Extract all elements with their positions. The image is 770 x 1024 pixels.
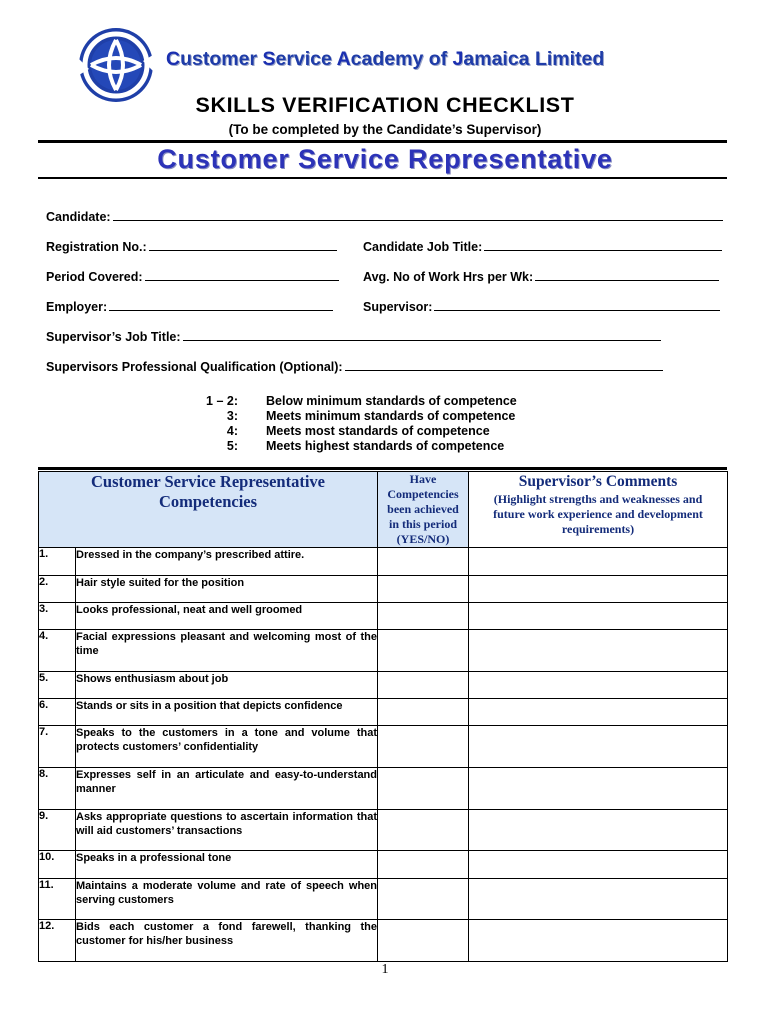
supervisor-label: Supervisor: — [363, 300, 433, 314]
document-title: SKILLS VERIFICATION CHECKLIST — [195, 93, 575, 117]
period-covered-label: Period Covered: — [46, 270, 143, 284]
registration-no-label: Registration No.: — [46, 240, 147, 254]
comments-cell[interactable] — [469, 726, 728, 768]
achieved-header: Have Competencies been achieved in this period (YES/NO) — [378, 472, 469, 548]
comments-cell[interactable] — [469, 699, 728, 726]
rating-scale — [180, 394, 517, 454]
achieved-cell[interactable] — [378, 851, 469, 879]
achieved-cell[interactable] — [378, 672, 469, 699]
supervisor-qualification-label: Supervisors Professional Qualification (Optional): — [46, 360, 343, 374]
achieved-cell[interactable] — [378, 699, 469, 726]
achieved-cell[interactable] — [378, 920, 469, 962]
comments-cell[interactable] — [469, 768, 728, 810]
comments-cell[interactable] — [469, 672, 728, 699]
comments-cell[interactable] — [469, 576, 728, 603]
period-covered-input-line[interactable] — [145, 269, 339, 281]
supervisor-qualification-input-line[interactable] — [345, 359, 663, 371]
candidate-job-title-label: Candidate Job Title: — [363, 240, 483, 254]
achieved-cell[interactable] — [378, 548, 469, 576]
candidate-job-title-field[interactable] — [363, 239, 722, 254]
scale-row: 5: Meets highest standards of competence — [226, 439, 505, 453]
comments-cell[interactable] — [469, 879, 728, 920]
table-header-row — [39, 472, 728, 548]
table-row: 11. Maintains a moderate volume and rate of speech when serving customers — [39, 879, 728, 920]
supervisor-job-title-field[interactable] — [46, 329, 661, 344]
table-top-rule — [38, 467, 727, 470]
avg-work-hrs-field[interactable] — [363, 269, 719, 284]
candidate-input-line[interactable] — [113, 209, 723, 221]
achieved-cell[interactable] — [378, 879, 469, 920]
period-covered-field[interactable] — [46, 269, 339, 284]
table-row: 2. Hair style suited for the position — [39, 576, 728, 603]
achieved-cell[interactable] — [378, 576, 469, 603]
comments-header: Supervisor’s Comments (Highlight strengths and weaknesses and future work experience and development requirements) — [469, 472, 728, 548]
candidate-label: Candidate: — [46, 210, 111, 224]
employer-input-line[interactable] — [109, 299, 333, 311]
achieved-cell[interactable] — [378, 726, 469, 768]
employer-label: Employer: — [46, 300, 108, 314]
scale-row: 4: Meets most standards of competence — [226, 424, 490, 438]
supervisor-input-line[interactable] — [434, 299, 720, 311]
page-number: 1 — [381, 962, 389, 977]
role-title: Customer Service Representative — [157, 144, 613, 174]
scale-row: 3: Meets minimum standards of competence — [226, 409, 516, 423]
divider-bottom — [38, 177, 727, 179]
table-row: 4. Facial expressions pleasant and welcoming most of the time — [39, 630, 728, 672]
supervisor-qualification-field[interactable] — [46, 359, 663, 374]
table-row: 10. Speaks in a professional tone — [39, 851, 728, 879]
comments-cell[interactable] — [469, 603, 728, 630]
achieved-cell[interactable] — [378, 810, 469, 851]
supervisor-job-title-label: Supervisor’s Job Title: — [46, 330, 181, 344]
comments-cell[interactable] — [469, 810, 728, 851]
table-row: 8. Expresses self in an articulate and easy-to-understand manner — [39, 768, 728, 810]
comments-cell[interactable] — [469, 920, 728, 962]
table-row: 6. Stands or sits in a position that depicts confidence — [39, 699, 728, 726]
document-subtitle: (To be completed by the Candidate’s Supervisor) — [228, 122, 542, 137]
table-row: 12. Bids each customer a fond farewell, thanking the customer for his/her business — [39, 920, 728, 962]
competency-table — [38, 471, 728, 962]
employer-field[interactable] — [46, 299, 333, 314]
registration-no-input-line[interactable] — [149, 239, 337, 251]
divider-top — [38, 140, 727, 143]
table-row: 1. Dressed in the company’s prescribed attire. — [39, 548, 728, 576]
achieved-cell[interactable] — [378, 630, 469, 672]
achieved-cell[interactable] — [378, 603, 469, 630]
organization-name: Customer Service Academy of Jamaica Limited — [166, 48, 605, 70]
avg-work-hrs-input-line[interactable] — [535, 269, 719, 281]
comments-cell[interactable] — [469, 851, 728, 879]
candidate-job-title-input-line[interactable] — [484, 239, 722, 251]
table-row: 5. Shows enthusiasm about job — [39, 672, 728, 699]
achieved-cell[interactable] — [378, 768, 469, 810]
scale-row: 1 – 2: Below minimum standards of competence — [206, 394, 517, 408]
avg-work-hrs-label: Avg. No of Work Hrs per Wk: — [363, 270, 534, 284]
competencies-header: Customer Service Representative Competencies — [39, 472, 378, 548]
candidate-field[interactable] — [46, 209, 723, 224]
table-row: 9. Asks appropriate questions to ascertain information that will aid customers’ transactions — [39, 810, 728, 851]
registration-no-field[interactable] — [46, 239, 337, 254]
comments-cell[interactable] — [469, 548, 728, 576]
comments-cell[interactable] — [469, 630, 728, 672]
supervisor-job-title-input-line[interactable] — [183, 329, 661, 341]
table-row: 3. Looks professional, neat and well groomed — [39, 603, 728, 630]
table-row: 7. Speaks to the customers in a tone and volume that protects customers’ confidentiality — [39, 726, 728, 768]
supervisor-field[interactable] — [363, 299, 720, 314]
